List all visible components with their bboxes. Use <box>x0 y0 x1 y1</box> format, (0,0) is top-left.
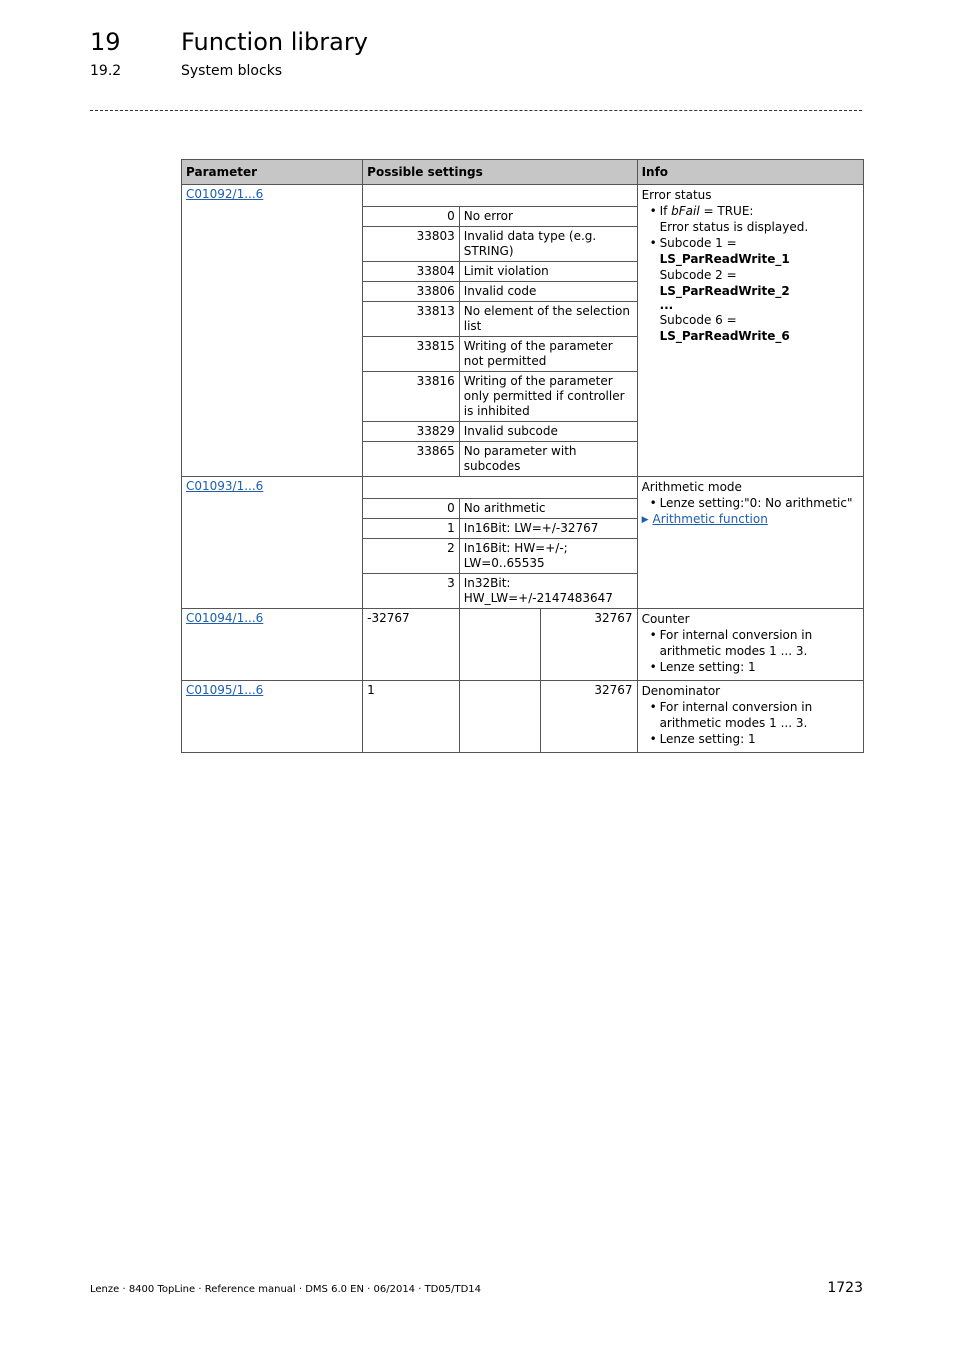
setting-text: Writing of the parameter only permitted if controller is inhibited <box>459 372 637 422</box>
setting-text: Limit violation <box>459 262 637 282</box>
settings-spacer <box>363 477 637 499</box>
setting-code: 33815 <box>363 337 460 372</box>
setting-text: No arithmetic <box>459 499 637 519</box>
setting-code: 0 <box>363 207 460 227</box>
setting-code: 33806 <box>363 282 460 302</box>
info-bullet: • Lenze setting: 1 <box>642 659 859 675</box>
setting-text: Invalid subcode <box>459 422 637 442</box>
max-value: 32767 <box>540 681 637 753</box>
setting-code: 33816 <box>363 372 460 422</box>
chapter-number: 19 <box>90 28 121 56</box>
param-link-c01095[interactable]: C01095/1...6 <box>186 683 264 697</box>
info-ellipsis: ... <box>659 298 674 312</box>
header-parameter: Parameter <box>182 160 363 185</box>
footer-text: Lenze · 8400 TopLine · Reference manual · DMS 6.0 EN · 06/2014 · TD05/TD14 <box>90 1284 482 1295</box>
chapter-title: Function library <box>181 28 368 56</box>
arithmetic-function-link[interactable]: Arithmetic function <box>652 512 768 526</box>
param-link-c01093[interactable]: C01093/1...6 <box>186 479 264 493</box>
setting-code: 33813 <box>363 302 460 337</box>
setting-text: In16Bit: LW=+/-32767 <box>459 519 637 539</box>
info-bullet: • Lenze setting: 1 <box>642 731 859 747</box>
param-cell-c01095 <box>182 681 363 753</box>
setting-text: In16Bit: HW=+/-; LW=0..65535 <box>459 539 637 574</box>
param-cell-c01092 <box>182 185 363 477</box>
setting-text: In32Bit: HW_LW=+/-2147483647 <box>459 574 637 609</box>
header-possible-settings: Possible settings <box>363 160 637 185</box>
setting-code: 2 <box>363 539 460 574</box>
info-continuation: Subcode 6 = LS_ParReadWrite_6 <box>659 313 790 343</box>
section-number: 19.2 <box>90 63 122 79</box>
info-cell-c01095 <box>637 681 863 753</box>
setting-text: No parameter with subcodes <box>459 442 637 477</box>
info-bullet: • For internal conversion in arithmetic modes 1 ... 3. <box>642 627 859 659</box>
param-cell-c01093 <box>182 477 363 609</box>
param-link-c01092[interactable]: C01092/1...6 <box>186 187 264 201</box>
triangle-right-icon: ▶ <box>641 515 649 525</box>
setting-text: Invalid code <box>459 282 637 302</box>
info-cell-c01094 <box>637 609 863 681</box>
min-value: -32767 <box>363 609 460 681</box>
header-divider <box>90 110 862 111</box>
setting-code: 33804 <box>363 262 460 282</box>
info-title: Denominator <box>641 684 721 698</box>
setting-code: 1 <box>363 519 460 539</box>
setting-text: Invalid data type (e.g. STRING) <box>459 227 637 262</box>
section-title: System blocks <box>181 63 283 79</box>
info-title: Error status <box>641 188 712 202</box>
info-bullet: • Subcode 1 = LS_ParReadWrite_1 <box>642 235 859 267</box>
empty-cell <box>459 681 540 753</box>
min-value: 1 <box>363 681 460 753</box>
info-continuation: Subcode 2 = LS_ParReadWrite_2 <box>659 268 790 298</box>
table-row <box>182 609 864 681</box>
table-row <box>182 477 864 499</box>
info-title: Counter <box>641 612 690 626</box>
page-number: 1723 <box>827 1280 863 1296</box>
settings-spacer <box>363 185 637 207</box>
setting-text: No error <box>459 207 637 227</box>
setting-text: No element of the selection list <box>459 302 637 337</box>
info-cell-c01092 <box>637 185 863 477</box>
info-bullet: • Lenze setting:"0: No arithmetic" <box>642 495 859 511</box>
setting-code: 33829 <box>363 422 460 442</box>
setting-code: 33865 <box>363 442 460 477</box>
max-value: 32767 <box>540 609 637 681</box>
info-continuation: Error status is displayed. <box>659 220 809 234</box>
setting-code: 0 <box>363 499 460 519</box>
setting-text: Writing of the parameter not permitted <box>459 337 637 372</box>
info-link-row <box>642 511 859 528</box>
table-row <box>182 681 864 753</box>
table-header-row <box>182 160 864 185</box>
header-info: Info <box>637 160 863 185</box>
info-bullet: • If bFail = TRUE: <box>642 203 859 219</box>
info-bullet: • For internal conversion in arithmetic modes 1 ... 3. <box>642 699 859 731</box>
info-title: Arithmetic mode <box>641 480 742 494</box>
parameter-table <box>181 159 864 753</box>
setting-code: 3 <box>363 574 460 609</box>
table-row <box>182 185 864 207</box>
param-link-c01094[interactable]: C01094/1...6 <box>186 611 264 625</box>
info-cell-c01093 <box>637 477 863 609</box>
empty-cell <box>459 609 540 681</box>
param-cell-c01094 <box>182 609 363 681</box>
setting-code: 33803 <box>363 227 460 262</box>
